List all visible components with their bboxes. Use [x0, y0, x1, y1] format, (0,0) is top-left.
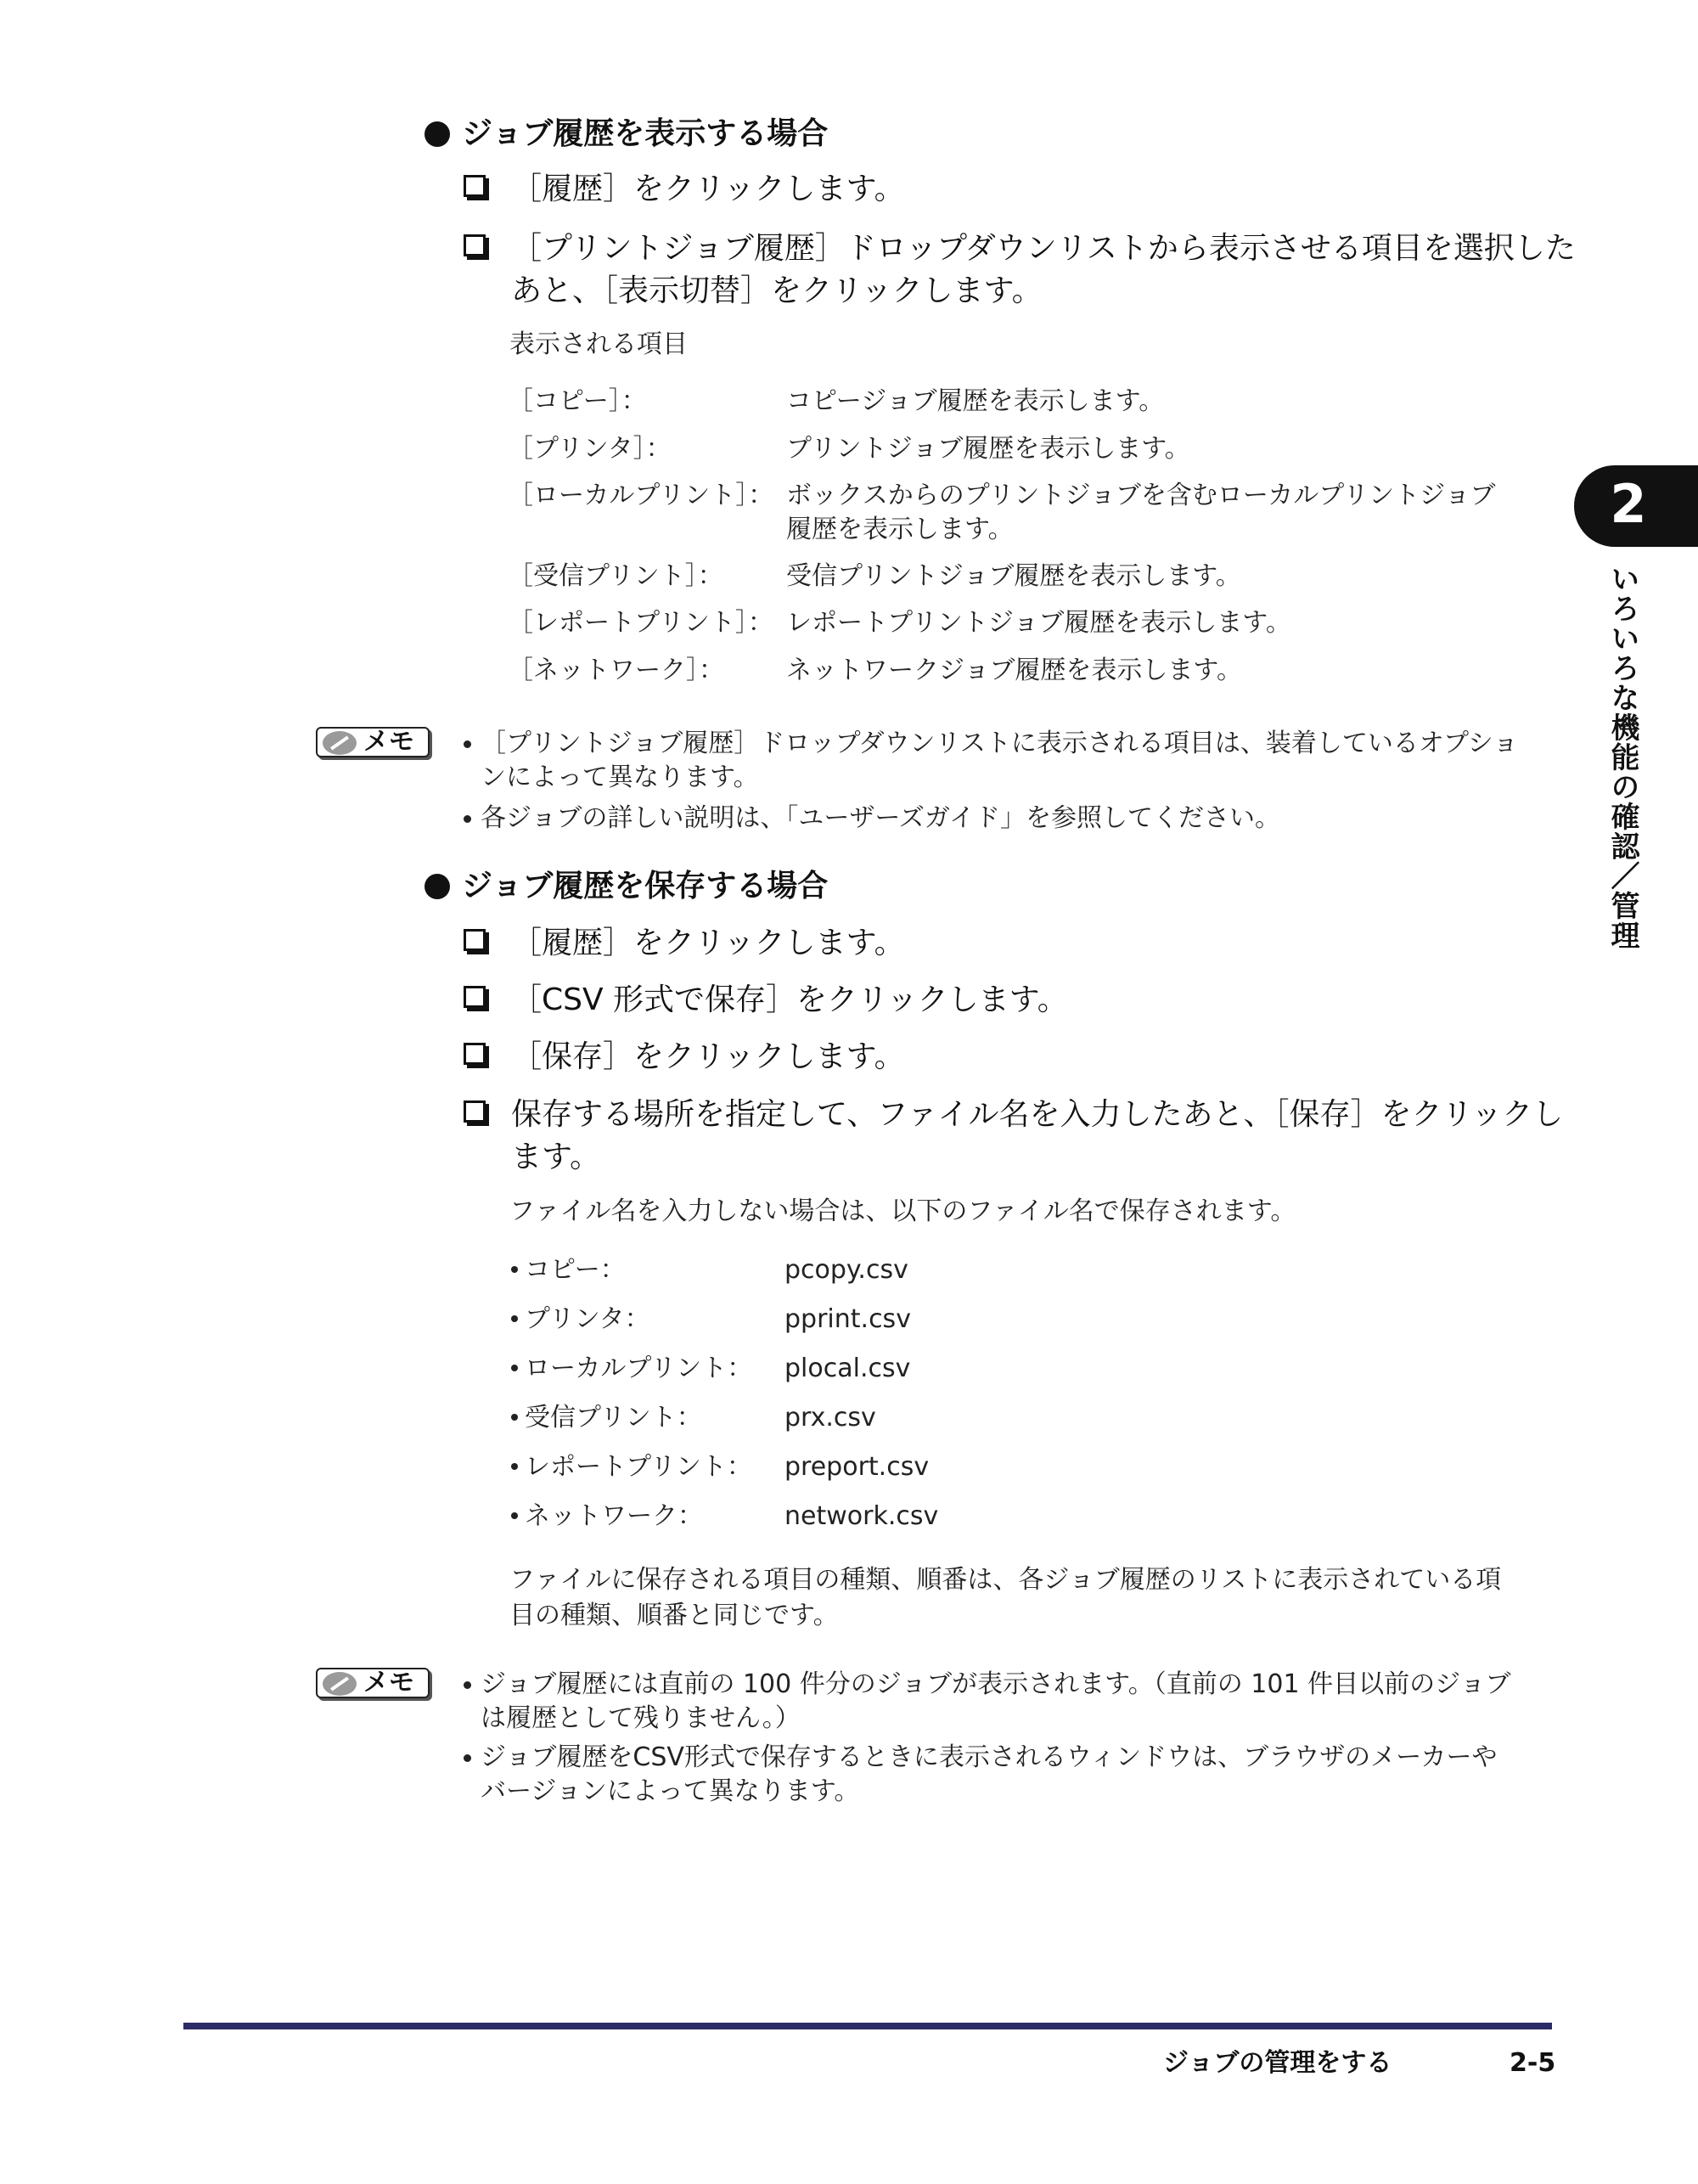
step-text-line-1: ［プリントジョブ履歴］ドロップダウンリストから表示させる項目を選択した: [511, 231, 1576, 266]
files-caption: ファイル名を入力しない場合は、以下のファイル名で保存されます。: [509, 1196, 1296, 1226]
bullet-icon: [511, 1315, 518, 1322]
item-desc-report-print: レポートプリントジョブ履歴を表示します。: [786, 608, 1291, 638]
memo-label: メモ: [363, 1668, 414, 1697]
checkbox-icon: [464, 929, 486, 951]
memo-badge: [316, 1668, 430, 1698]
step-click-save: [464, 1036, 1550, 1078]
file-row-local-print: [511, 1351, 752, 1387]
file-row-report-print: [511, 1449, 752, 1485]
file-row-network: [511, 1499, 703, 1534]
memo-text-line-1: ［プリントジョブ履歴］ドロップダウンリストに表示される項目は、装着しているオプショ: [481, 729, 1519, 758]
memo-text: 各ジョブの詳しい説明は、「ユーザーズガイド」を参照してください。: [481, 803, 1280, 833]
item-desc-received-print: 受信プリントジョブ履歴を表示します。: [786, 561, 1241, 591]
section-heading-save-history: [424, 868, 828, 905]
footer-divider: [183, 2023, 1552, 2029]
bullet-icon: [511, 1512, 518, 1519]
step-text-line-2: あと、［表示切替］をクリックします。: [511, 273, 1043, 308]
section-heading-view-history: [424, 115, 828, 153]
file-label: レポートプリント：: [525, 1452, 752, 1482]
pencil-icon: [323, 731, 357, 755]
items-caption: 表示される項目: [509, 329, 688, 359]
item-desc-local-print: ボックスからのプリントジョブを含むローカルプリントジョブ: [786, 481, 1496, 510]
checkbox-icon: [464, 175, 486, 197]
item-label-network: ［ネットワーク］：: [508, 656, 724, 685]
bullet-icon: [464, 1754, 471, 1762]
memo-label: メモ: [363, 727, 414, 757]
bullet-icon: [464, 1681, 471, 1689]
step-text-line-2: ます。: [511, 1140, 601, 1174]
file-label: ネットワーク：: [525, 1501, 703, 1531]
step-text: ［履歴］をクリックします。: [511, 172, 905, 206]
item-desc-network: ネットワークジョブ履歴を表示します。: [786, 656, 1242, 685]
bullet-icon: [511, 1365, 518, 1371]
memo-text-line-1: ジョブ履歴には直前の 100 件分のジョブが表示されます。（直前の 101 件目以前のジョブ: [481, 1669, 1511, 1699]
file-name-printer: pprint.csv: [784, 1304, 911, 1334]
file-name-local-print: plocal.csv: [784, 1354, 911, 1383]
bullet-icon: [464, 815, 471, 823]
file-name-received-print: prx.csv: [784, 1403, 876, 1433]
checkbox-icon: [464, 986, 486, 1008]
file-name-copy: pcopy.csv: [784, 1255, 908, 1285]
note-line-2: 目の種類、順番と同じです。: [509, 1601, 839, 1630]
chapter-number: 2: [1610, 473, 1647, 535]
item-desc-copy: コピージョブ履歴を表示します。: [786, 386, 1165, 416]
page-number: 2-5: [1510, 2048, 1556, 2078]
memo-note: [464, 802, 1550, 836]
item-desc-printer: プリントジョブ履歴を表示します。: [786, 434, 1190, 464]
step-text: ［履歴］をクリックします。: [511, 926, 905, 960]
step-text: ［CSV 形式で保存］をクリックします。: [511, 982, 1068, 1017]
memo-badge: [316, 727, 430, 757]
item-label-printer: ［プリンタ］：: [508, 434, 672, 464]
file-row-received-print: [511, 1400, 702, 1436]
step-click-history: [464, 922, 1550, 965]
step-text: ［保存］をクリックします。: [511, 1039, 905, 1074]
bullet-icon: [424, 121, 450, 147]
memo-text-line-2: バージョンによって異なります。: [481, 1776, 860, 1806]
file-label: プリンタ：: [525, 1304, 650, 1334]
note-line-1: ファイルに保存される項目の種類、順番は、各ジョブ履歴のリストに表示されている項: [509, 1565, 1502, 1595]
bullet-icon: [511, 1414, 518, 1421]
file-label: コピー：: [525, 1255, 626, 1285]
memo-text-line-2: ンによって異なります。: [481, 763, 759, 792]
bullet-icon: [511, 1463, 518, 1470]
item-label-local-print: ［ローカルプリント］：: [508, 481, 774, 510]
bullet-icon: [511, 1266, 518, 1273]
memo-text-line-2: は履歴として残りません。）: [481, 1703, 801, 1733]
checkbox-icon: [464, 1043, 486, 1065]
step-select-print-job-history: [464, 228, 1576, 312]
bullet-icon: [424, 874, 450, 899]
file-label: 受信プリント：: [525, 1403, 702, 1433]
step-click-history: [464, 168, 1550, 211]
item-label-report-print: ［レポートプリント］：: [508, 608, 773, 638]
step-click-save-as-csv: [464, 979, 1550, 1022]
item-desc-local-print-cont: 履歴を表示します。: [786, 515, 1014, 544]
item-label-received-print: ［受信プリント］：: [508, 561, 723, 591]
step-text-line-1: 保存する場所を指定して、ファイル名を入力したあと、［保存］をクリックし: [511, 1097, 1564, 1132]
bullet-icon: [464, 740, 471, 748]
file-row-copy: [511, 1252, 626, 1288]
memo-note: [464, 727, 1550, 795]
footer-title: ジョブの管理をする: [1163, 2048, 1392, 2078]
memo-note: [464, 1668, 1550, 1736]
chapter-title-vertical: いろいろな機能の確認／管理: [1605, 564, 1639, 950]
checkbox-icon: [464, 234, 486, 256]
file-name-network: network.csv: [784, 1501, 939, 1531]
checkbox-icon: [464, 1100, 486, 1123]
file-row-printer: [511, 1302, 650, 1337]
heading-text: ジョブ履歴を表示する場合: [462, 116, 829, 151]
step-specify-location: [464, 1094, 1564, 1179]
file-name-report-print: preport.csv: [784, 1452, 930, 1482]
file-label: ローカルプリント：: [525, 1354, 753, 1383]
memo-note: [464, 1741, 1550, 1809]
pencil-icon: [323, 1672, 357, 1696]
memo-text-line-1: ジョブ履歴をCSV形式で保存するときに表示されるウィンドウは、ブラウザのメーカーや: [481, 1742, 1498, 1772]
item-label-copy: ［コピー］：: [508, 386, 647, 416]
heading-text: ジョブ履歴を保存する場合: [462, 869, 829, 903]
